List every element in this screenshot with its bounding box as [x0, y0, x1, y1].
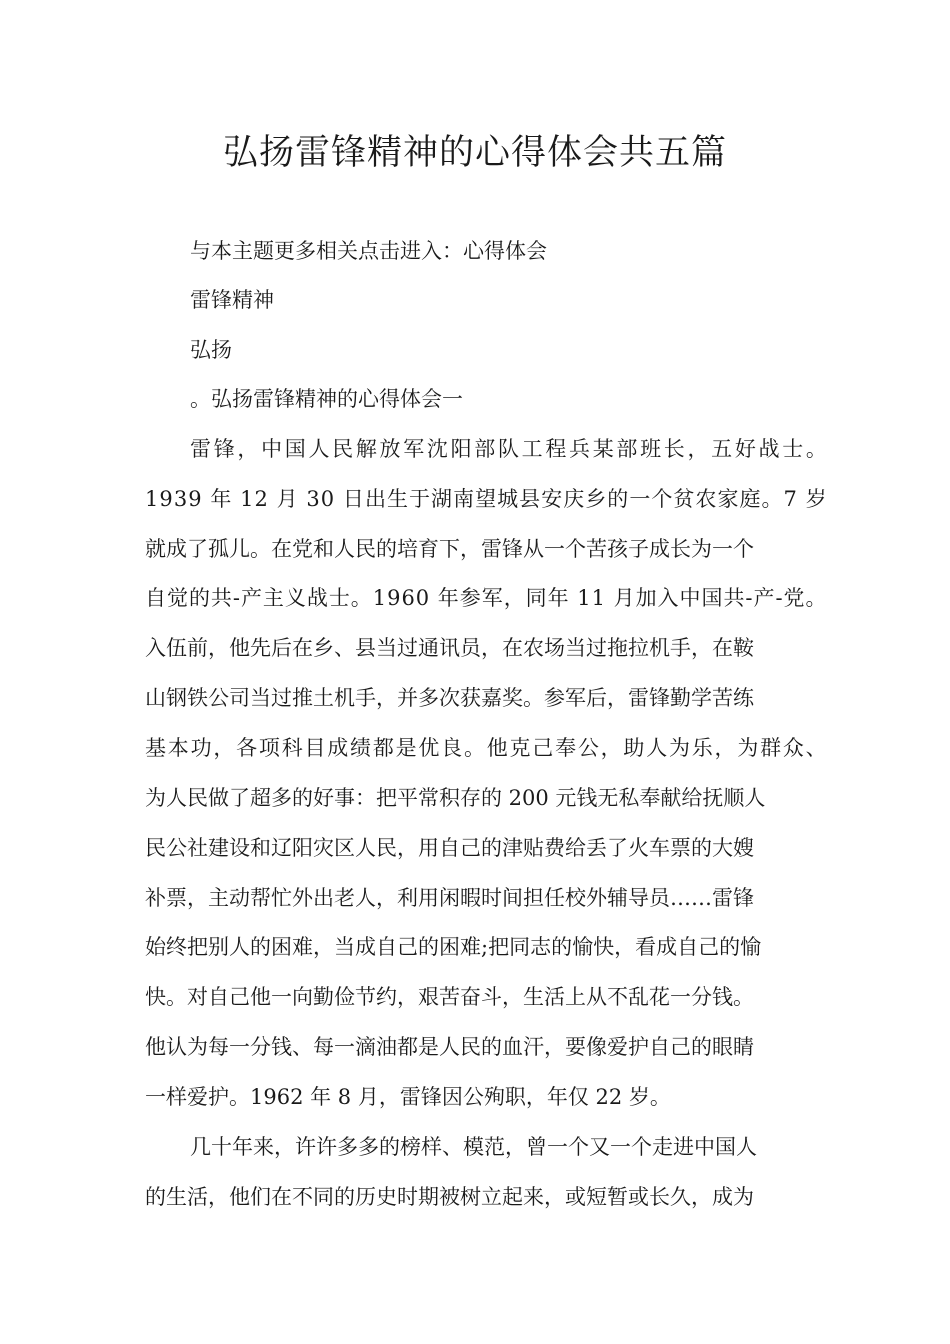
body-text-line: 一样爱护。1962 年 8 月，雷锋因公殉职，年仅 22 岁。 [145, 1085, 671, 1109]
body-text-line: 1 9 3 9 年 1 2 月 3 0 日 出 生 于 湖 南 望 城 县 安 庆 乡 的 一 个 贫 农 家 庭 。 7 岁 [145, 487, 827, 511]
body-text-line: 山钢铁公司当过推土机手，并多次获嘉奖。参军后，雷锋勤学苦练 [145, 686, 754, 710]
body-text-line: 的生活，他们在不同的历史时期被树立起来，或短暂或长久，成为 [145, 1185, 754, 1209]
body-text-line: 始终把别人的困难，当成自己的困难;把同志的愉快，看成自己的愉 [145, 935, 762, 959]
section-heading: 。弘扬雷锋精神的心得体会一 [190, 387, 463, 411]
body-text-line: 基 本 功 ， 各 项 科 目 成 绩 都 是 优 良 。 他 克 己 奉 公 ， 助 人 为 乐 ， 为 群 众 、 [145, 736, 827, 760]
body-text-line: 雷 锋 ， 中 国 人 民 解 放 军 沈 阳 部 队 工 程 兵 某 部 班 长 ， 五 好 战 士 。 [190, 437, 827, 461]
body-text-line: 他认为每一分钱、每一滴油都是人民的血汗，要像爱护自己的眼睛 [145, 1035, 754, 1059]
body-text-line: 入伍前，他先后在乡、县当过通讯员，在农场当过拖拉机手，在鞍 [145, 636, 754, 660]
keyword-line: 弘扬 [190, 338, 232, 362]
body-text-line: 补票，主动帮忙外出老人，利用闲暇时间担任校外辅导员……雷锋 [145, 886, 754, 910]
body-text-line: 为人民做了超多的好事：把平常积存的 200 元钱无私奉献给抚顺人 [145, 786, 766, 810]
body-text-line: 快。对自己他一向勤俭节约，艰苦奋斗，生活上从不乱花一分钱。 [145, 985, 754, 1009]
document-title: 弘扬雷锋精神的心得体会共五篇 [222, 133, 727, 173]
body-text-line: 自 觉 的 共 - 产 主 义 战 士 。 1 9 6 0 年 参 军 ， 同 年 1 1 月 加 入 中 国 共 - 产 - 党 。 [145, 586, 827, 610]
keyword-line: 雷锋精神 [190, 288, 274, 312]
body-text-line: 几十年来，许许多多的榜样、模范，曾一个又一个走进中国人 [190, 1135, 757, 1159]
body-text-line: 就成了孤儿。在党和人民的培育下，雷锋从一个苦孩子成长为一个 [145, 537, 754, 561]
body-text-line: 民公社建设和辽阳灾区人民，用自己的津贴费给丢了火车票的大嫂 [145, 836, 754, 860]
related-topic-line: 与本主题更多相关点击进入：心得体会 [190, 239, 547, 263]
